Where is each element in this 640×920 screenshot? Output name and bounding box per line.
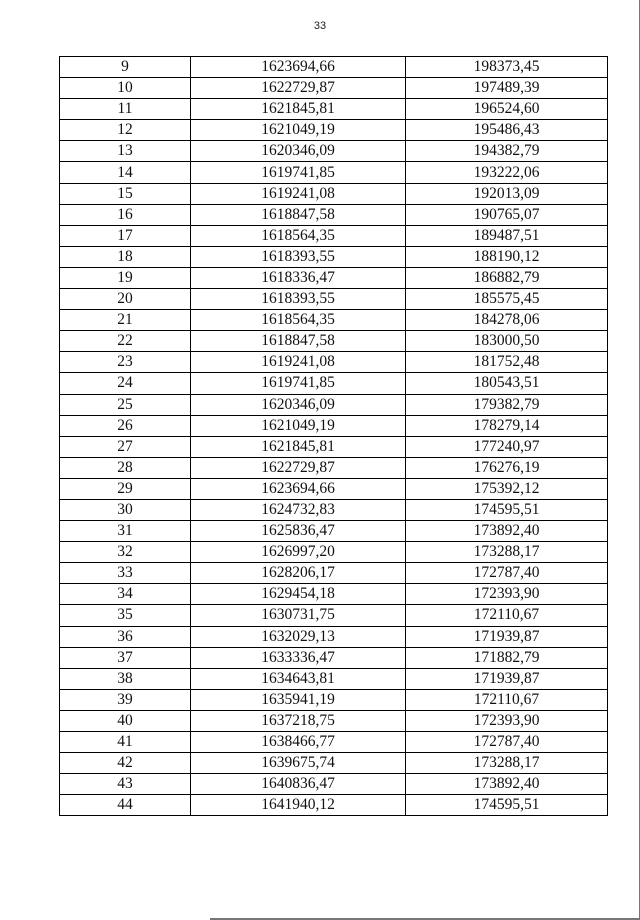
y-coordinate-cell: 179382,79 (406, 394, 608, 415)
x-coordinate-cell: 1626997,20 (191, 542, 406, 563)
x-coordinate-cell: 1621845,81 (191, 436, 406, 457)
point-number-cell: 18 (60, 246, 191, 267)
table-row (60, 415, 608, 436)
point-number-cell: 35 (60, 605, 191, 626)
y-coordinate-cell: 189487,51 (406, 225, 608, 246)
x-coordinate-cell: 1625836,47 (191, 521, 406, 542)
x-coordinate-cell: 1622729,87 (191, 457, 406, 478)
x-coordinate-cell: 1619741,85 (191, 162, 406, 183)
x-coordinate-cell: 1618847,58 (191, 331, 406, 352)
x-coordinate-cell: 1632029,13 (191, 626, 406, 647)
x-coordinate-cell: 1628206,17 (191, 563, 406, 584)
y-coordinate-cell: 172787,40 (406, 563, 608, 584)
y-coordinate-cell: 194382,79 (406, 141, 608, 162)
point-number-cell: 42 (60, 753, 191, 774)
x-coordinate-cell: 1634643,81 (191, 668, 406, 689)
point-number-cell: 30 (60, 499, 191, 520)
coordinate-table (59, 56, 608, 816)
point-number-cell: 40 (60, 710, 191, 731)
point-number-cell: 14 (60, 162, 191, 183)
y-coordinate-cell: 173892,40 (406, 774, 608, 795)
point-number-cell: 17 (60, 225, 191, 246)
y-coordinate-cell: 190765,07 (406, 204, 608, 225)
point-number-cell: 41 (60, 732, 191, 753)
table-row (60, 141, 608, 162)
x-coordinate-cell: 1619241,08 (191, 183, 406, 204)
table-row (60, 78, 608, 99)
y-coordinate-cell: 171939,87 (406, 626, 608, 647)
table-row (60, 267, 608, 288)
table-row (60, 204, 608, 225)
x-coordinate-cell: 1641940,12 (191, 795, 406, 816)
point-number-cell: 11 (60, 99, 191, 120)
table-row (60, 225, 608, 246)
table-row (60, 605, 608, 626)
point-number-cell: 43 (60, 774, 191, 795)
x-coordinate-cell: 1618847,58 (191, 204, 406, 225)
point-number-cell: 20 (60, 289, 191, 310)
point-number-cell: 36 (60, 626, 191, 647)
point-number-cell: 19 (60, 267, 191, 288)
y-coordinate-cell: 183000,50 (406, 331, 608, 352)
y-coordinate-cell: 173288,17 (406, 542, 608, 563)
table-row (60, 352, 608, 373)
table-row (60, 732, 608, 753)
table-row (60, 246, 608, 267)
y-coordinate-cell: 196524,60 (406, 99, 608, 120)
table-row (60, 626, 608, 647)
point-number-cell: 39 (60, 689, 191, 710)
table-row (60, 373, 608, 394)
table-row (60, 457, 608, 478)
x-coordinate-cell: 1622729,87 (191, 78, 406, 99)
point-number-cell: 22 (60, 331, 191, 352)
x-coordinate-cell: 1639675,74 (191, 753, 406, 774)
x-coordinate-cell: 1635941,19 (191, 689, 406, 710)
y-coordinate-cell: 197489,39 (406, 78, 608, 99)
y-coordinate-cell: 173288,17 (406, 753, 608, 774)
x-coordinate-cell: 1618564,35 (191, 225, 406, 246)
point-number-cell: 25 (60, 394, 191, 415)
point-number-cell: 33 (60, 563, 191, 584)
table-row (60, 162, 608, 183)
table-row (60, 310, 608, 331)
point-number-cell: 10 (60, 78, 191, 99)
point-number-cell: 15 (60, 183, 191, 204)
y-coordinate-cell: 172393,90 (406, 710, 608, 731)
point-number-cell: 29 (60, 478, 191, 499)
x-coordinate-cell: 1619741,85 (191, 373, 406, 394)
x-coordinate-cell: 1620346,09 (191, 141, 406, 162)
x-coordinate-cell: 1629454,18 (191, 584, 406, 605)
table-row (60, 774, 608, 795)
point-number-cell: 37 (60, 647, 191, 668)
x-coordinate-cell: 1618393,55 (191, 246, 406, 267)
y-coordinate-cell: 198373,45 (406, 57, 608, 78)
y-coordinate-cell: 171882,79 (406, 647, 608, 668)
point-number-cell: 21 (60, 310, 191, 331)
table-row (60, 689, 608, 710)
point-number-cell: 13 (60, 141, 191, 162)
y-coordinate-cell: 178279,14 (406, 415, 608, 436)
y-coordinate-cell: 186882,79 (406, 267, 608, 288)
table-row (60, 753, 608, 774)
y-coordinate-cell: 172110,67 (406, 689, 608, 710)
y-coordinate-cell: 195486,43 (406, 120, 608, 141)
point-number-cell: 34 (60, 584, 191, 605)
x-coordinate-cell: 1623694,66 (191, 57, 406, 78)
y-coordinate-cell: 193222,06 (406, 162, 608, 183)
table-row (60, 647, 608, 668)
y-coordinate-cell: 184278,06 (406, 310, 608, 331)
x-coordinate-cell: 1624732,83 (191, 499, 406, 520)
table-row (60, 542, 608, 563)
x-coordinate-cell: 1618564,35 (191, 310, 406, 331)
x-coordinate-cell: 1623694,66 (191, 478, 406, 499)
y-coordinate-cell: 176276,19 (406, 457, 608, 478)
y-coordinate-cell: 172393,90 (406, 584, 608, 605)
table-row (60, 521, 608, 542)
point-number-cell: 27 (60, 436, 191, 457)
table-row (60, 331, 608, 352)
table-row (60, 563, 608, 584)
table-row (60, 57, 608, 78)
point-number-cell: 44 (60, 795, 191, 816)
x-coordinate-cell: 1633336,47 (191, 647, 406, 668)
y-coordinate-cell: 175392,12 (406, 478, 608, 499)
point-number-cell: 28 (60, 457, 191, 478)
x-coordinate-cell: 1621049,19 (191, 415, 406, 436)
table-row (60, 436, 608, 457)
x-coordinate-cell: 1638466,77 (191, 732, 406, 753)
table-row (60, 668, 608, 689)
table-row (60, 183, 608, 204)
y-coordinate-cell: 174595,51 (406, 795, 608, 816)
x-coordinate-cell: 1618336,47 (191, 267, 406, 288)
y-coordinate-cell: 192013,09 (406, 183, 608, 204)
point-number-cell: 16 (60, 204, 191, 225)
table-row (60, 499, 608, 520)
y-coordinate-cell: 188190,12 (406, 246, 608, 267)
x-coordinate-cell: 1621049,19 (191, 120, 406, 141)
table-row (60, 795, 608, 816)
table-row (60, 478, 608, 499)
y-coordinate-cell: 172787,40 (406, 732, 608, 753)
coordinate-table-body (60, 57, 608, 816)
table-row (60, 710, 608, 731)
x-coordinate-cell: 1619241,08 (191, 352, 406, 373)
x-coordinate-cell: 1621845,81 (191, 99, 406, 120)
point-number-cell: 12 (60, 120, 191, 141)
point-number-cell: 32 (60, 542, 191, 563)
point-number-cell: 26 (60, 415, 191, 436)
y-coordinate-cell: 174595,51 (406, 499, 608, 520)
point-number-cell: 24 (60, 373, 191, 394)
point-number-cell: 23 (60, 352, 191, 373)
page-number: 33 (313, 20, 327, 32)
x-coordinate-cell: 1640836,47 (191, 774, 406, 795)
x-coordinate-cell: 1620346,09 (191, 394, 406, 415)
table-row (60, 99, 608, 120)
y-coordinate-cell: 171939,87 (406, 668, 608, 689)
point-number-cell: 9 (60, 57, 191, 78)
table-row (60, 584, 608, 605)
point-number-cell: 31 (60, 521, 191, 542)
x-coordinate-cell: 1630731,75 (191, 605, 406, 626)
y-coordinate-cell: 172110,67 (406, 605, 608, 626)
y-coordinate-cell: 180543,51 (406, 373, 608, 394)
x-coordinate-cell: 1637218,75 (191, 710, 406, 731)
point-number-cell: 38 (60, 668, 191, 689)
y-coordinate-cell: 181752,48 (406, 352, 608, 373)
y-coordinate-cell: 185575,45 (406, 289, 608, 310)
table-row (60, 289, 608, 310)
table-row (60, 394, 608, 415)
y-coordinate-cell: 177240,97 (406, 436, 608, 457)
table-row (60, 120, 608, 141)
y-coordinate-cell: 173892,40 (406, 521, 608, 542)
x-coordinate-cell: 1618393,55 (191, 289, 406, 310)
